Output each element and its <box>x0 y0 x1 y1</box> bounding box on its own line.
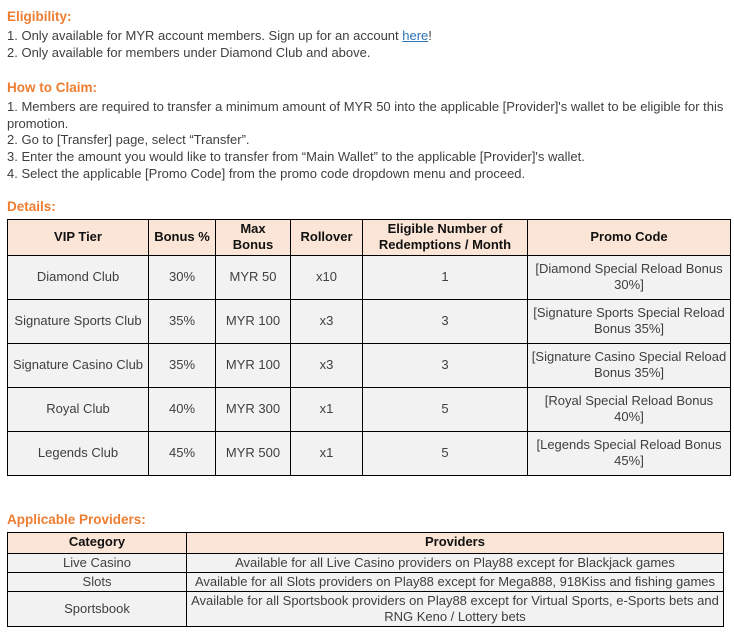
column-header: Eligible Number of Redemptions / Month <box>363 220 528 255</box>
table-cell: Live Casino <box>8 553 187 572</box>
table-cell: Signature Casino Club <box>8 343 149 387</box>
table-cell: 40% <box>149 387 216 431</box>
eligibility-item-2: 2. Only available for members under Diamond Club and above. <box>7 44 371 60</box>
table-cell: Signature Sports Club <box>8 299 149 343</box>
claim-step-2: 2. Go to [Transfer] page, select “Transfer”. <box>7 132 250 148</box>
table-cell: [Diamond Special Reload Bonus 30%] <box>528 255 731 299</box>
table-cell: Sportsbook <box>8 591 187 626</box>
column-header: Bonus % <box>149 220 216 255</box>
table-row <box>8 431 731 475</box>
table-cell: [Signature Sports Special Reload Bonus 35%] <box>528 299 731 343</box>
table-cell: Legends Club <box>8 431 149 475</box>
table-cell: 45% <box>149 431 216 475</box>
table-cell: x1 <box>291 387 363 431</box>
promo-terms-content <box>7 9 727 627</box>
table-cell: Available for all Slots providers on Play88 except for Mega888, 918Kiss and fishing games <box>187 572 724 591</box>
table-cell: MYR 50 <box>216 255 291 299</box>
applicable-providers-table <box>7 532 724 628</box>
table-cell: 3 <box>363 343 528 387</box>
table-row <box>8 255 731 299</box>
table-cell: 5 <box>363 431 528 475</box>
eligibility-heading: Eligibility: <box>7 9 72 24</box>
table-cell: Available for all Sportsbook providers on Play88 except for Virtual Sports, e-Sports bets and RNG Keno / Lottery bets <box>187 591 724 626</box>
details-heading: Details: <box>7 199 56 215</box>
how-to-claim-heading: How to Claim: <box>7 80 97 96</box>
column-header: Providers <box>187 532 724 553</box>
table-cell: 3 <box>363 299 528 343</box>
table-cell: 5 <box>363 387 528 431</box>
table-cell: x1 <box>291 431 363 475</box>
table-cell: 35% <box>149 343 216 387</box>
column-header: Max Bonus <box>216 220 291 255</box>
applicable-providers-heading: Applicable Providers: <box>7 511 146 527</box>
table-row <box>8 572 724 591</box>
claim-step-4: 4. Select the applicable [Promo Code] from the promo code dropdown menu and proceed. <box>7 165 526 181</box>
table-cell: 1 <box>363 255 528 299</box>
column-header: Rollover <box>291 220 363 255</box>
table-cell: [Legends Special Reload Bonus 45%] <box>528 431 731 475</box>
table-cell: x10 <box>291 255 363 299</box>
column-header: Promo Code <box>528 220 731 255</box>
table-cell: Available for all Live Casino providers on Play88 except for Blackjack games <box>187 553 724 572</box>
vip-tier-details-table <box>7 219 731 475</box>
table-row <box>8 343 731 387</box>
eligibility-item-1-suffix: ! <box>428 28 432 43</box>
table-cell: MYR 100 <box>216 343 291 387</box>
claim-step-1: 1. Members are required to transfer a minimum amount of MYR 50 into the applicable [Provider]'s wallet to be eligible for this promotion. <box>7 99 724 131</box>
table-row <box>8 299 731 343</box>
table-cell: Slots <box>8 572 187 591</box>
table-cell: 30% <box>149 255 216 299</box>
table-cell: MYR 100 <box>216 299 291 343</box>
claim-step-3: 3. Enter the amount you would like to transfer from “Main Wallet” to the applicable [Provider]'s wallet. <box>7 148 585 164</box>
table-row <box>8 387 731 431</box>
table-cell: Royal Club <box>8 387 149 431</box>
table-cell: [Signature Casino Special Reload Bonus 35%] <box>528 343 731 387</box>
column-header: VIP Tier <box>8 220 149 255</box>
table-cell: MYR 300 <box>216 387 291 431</box>
table-row <box>8 591 724 626</box>
column-header: Category <box>8 532 187 553</box>
table-cell: 35% <box>149 299 216 343</box>
table-cell: [Royal Special Reload Bonus 40%] <box>528 387 731 431</box>
table-cell: x3 <box>291 299 363 343</box>
eligibility-item-1 <box>7 28 727 45</box>
table-header-row <box>8 220 731 255</box>
table-row <box>8 553 724 572</box>
signup-here-link[interactable]: here <box>402 28 429 43</box>
table-cell: Diamond Club <box>8 255 149 299</box>
table-cell: MYR 500 <box>216 431 291 475</box>
eligibility-item-1-text: 1. Only available for MYR account members. Sign up for an account <box>7 28 403 43</box>
table-header-row <box>8 532 724 553</box>
table-cell: x3 <box>291 343 363 387</box>
